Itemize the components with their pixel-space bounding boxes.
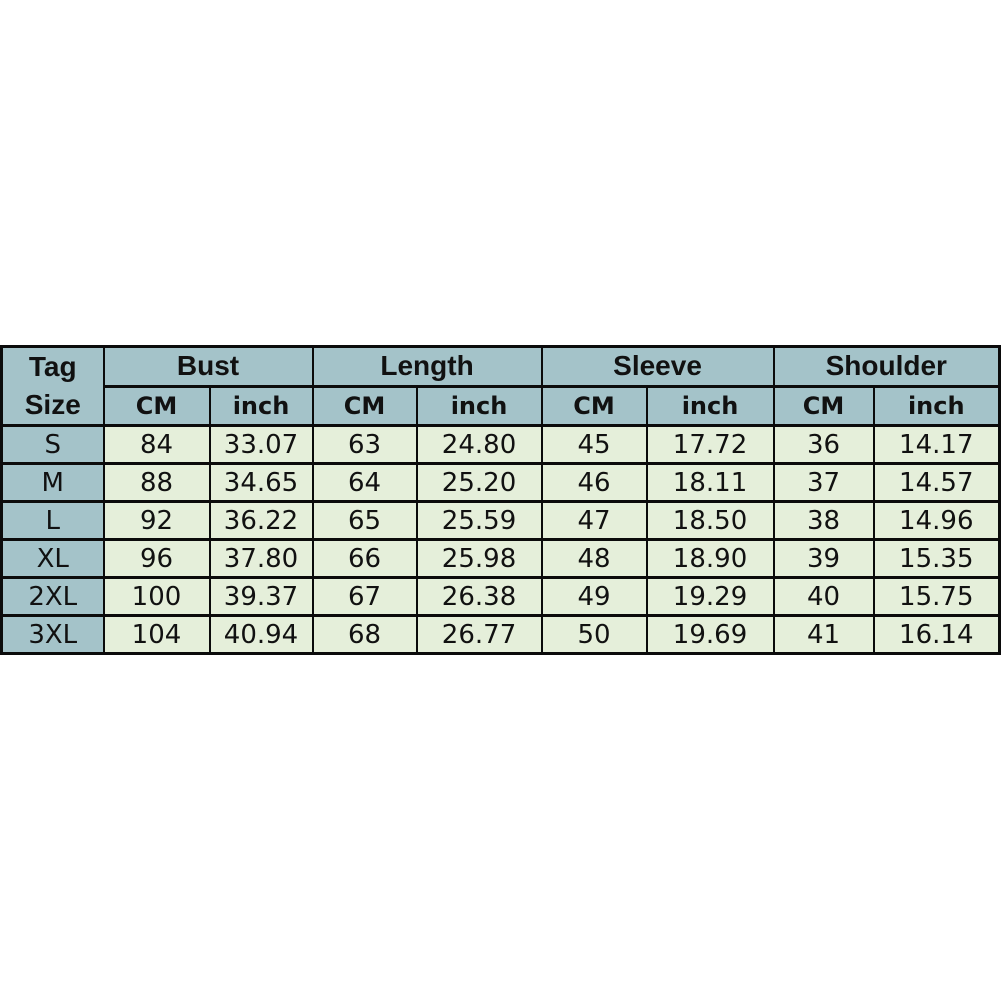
corner-line-size: Size <box>24 389 81 420</box>
cell-length-cm: 66 <box>313 540 417 578</box>
cell-length-inch: 25.98 <box>417 540 542 578</box>
unit-header-bust-cm: CM <box>104 386 210 426</box>
size-label: M <box>2 464 104 502</box>
cell-sleeve-inch: 18.11 <box>647 464 774 502</box>
cell-sleeve-inch: 19.29 <box>647 578 774 616</box>
cell-sleeve-cm: 49 <box>542 578 647 616</box>
size-label: 2XL <box>2 578 104 616</box>
table-row-m <box>2 464 1000 502</box>
group-header-sleeve: Sleeve <box>542 347 774 387</box>
size-label: S <box>2 426 104 464</box>
cell-bust-inch: 37.80 <box>210 540 313 578</box>
cell-sleeve-inch: 17.72 <box>647 426 774 464</box>
cell-bust-inch: 34.65 <box>210 464 313 502</box>
cell-shoulder-cm: 37 <box>774 464 874 502</box>
cell-sleeve-cm: 46 <box>542 464 647 502</box>
cell-sleeve-cm: 45 <box>542 426 647 464</box>
cell-length-inch: 26.38 <box>417 578 542 616</box>
table-row-xl <box>2 540 1000 578</box>
cell-shoulder-cm: 38 <box>774 502 874 540</box>
cell-length-cm: 65 <box>313 502 417 540</box>
cell-shoulder-inch: 14.57 <box>874 464 1000 502</box>
table-row-s <box>2 426 1000 464</box>
cell-bust-inch: 36.22 <box>210 502 313 540</box>
cell-shoulder-inch: 15.75 <box>874 578 1000 616</box>
cell-sleeve-inch: 18.90 <box>647 540 774 578</box>
unit-header-row <box>2 386 1000 426</box>
size-label: L <box>2 502 104 540</box>
cell-length-cm: 68 <box>313 616 417 654</box>
cell-shoulder-cm: 39 <box>774 540 874 578</box>
unit-header-shoulder-cm: CM <box>774 386 874 426</box>
cell-bust-cm: 104 <box>104 616 210 654</box>
cell-length-inch: 24.80 <box>417 426 542 464</box>
cell-bust-inch: 33.07 <box>210 426 313 464</box>
cell-sleeve-cm: 48 <box>542 540 647 578</box>
group-header-length: Length <box>313 347 542 387</box>
cell-sleeve-cm: 50 <box>542 616 647 654</box>
cell-bust-cm: 84 <box>104 426 210 464</box>
table-row-2xl <box>2 578 1000 616</box>
cell-sleeve-inch: 18.50 <box>647 502 774 540</box>
cell-shoulder-inch: 16.14 <box>874 616 1000 654</box>
cell-bust-cm: 88 <box>104 464 210 502</box>
cell-shoulder-inch: 15.35 <box>874 540 1000 578</box>
cell-bust-cm: 100 <box>104 578 210 616</box>
size-label: XL <box>2 540 104 578</box>
size-label: 3XL <box>2 616 104 654</box>
cell-length-cm: 63 <box>313 426 417 464</box>
unit-header-length-cm: CM <box>313 386 417 426</box>
cell-shoulder-cm: 40 <box>774 578 874 616</box>
cell-sleeve-inch: 19.69 <box>647 616 774 654</box>
cell-shoulder-inch: 14.17 <box>874 426 1000 464</box>
corner-line-tag: Tag <box>28 351 77 382</box>
group-header-shoulder: Shoulder <box>774 347 1000 387</box>
unit-header-sleeve-cm: CM <box>542 386 647 426</box>
cell-length-inch: 25.20 <box>417 464 542 502</box>
cell-bust-inch: 40.94 <box>210 616 313 654</box>
cell-length-cm: 64 <box>313 464 417 502</box>
table-row-3xl <box>2 616 1000 654</box>
cell-shoulder-cm: 36 <box>774 426 874 464</box>
cell-length-cm: 67 <box>313 578 417 616</box>
size-chart-table <box>0 345 1001 655</box>
cell-sleeve-cm: 47 <box>542 502 647 540</box>
cell-bust-cm: 92 <box>104 502 210 540</box>
corner-header-tag-size <box>2 347 104 426</box>
cell-shoulder-inch: 14.96 <box>874 502 1000 540</box>
unit-header-bust-inch: inch <box>210 386 313 426</box>
group-header-row <box>2 347 1000 387</box>
cell-length-inch: 26.77 <box>417 616 542 654</box>
group-header-bust: Bust <box>104 347 313 387</box>
cell-length-inch: 25.59 <box>417 502 542 540</box>
unit-header-length-inch: inch <box>417 386 542 426</box>
unit-header-sleeve-inch: inch <box>647 386 774 426</box>
unit-header-shoulder-inch: inch <box>874 386 1000 426</box>
cell-bust-inch: 39.37 <box>210 578 313 616</box>
table-row-l <box>2 502 1000 540</box>
cell-bust-cm: 96 <box>104 540 210 578</box>
cell-shoulder-cm: 41 <box>774 616 874 654</box>
